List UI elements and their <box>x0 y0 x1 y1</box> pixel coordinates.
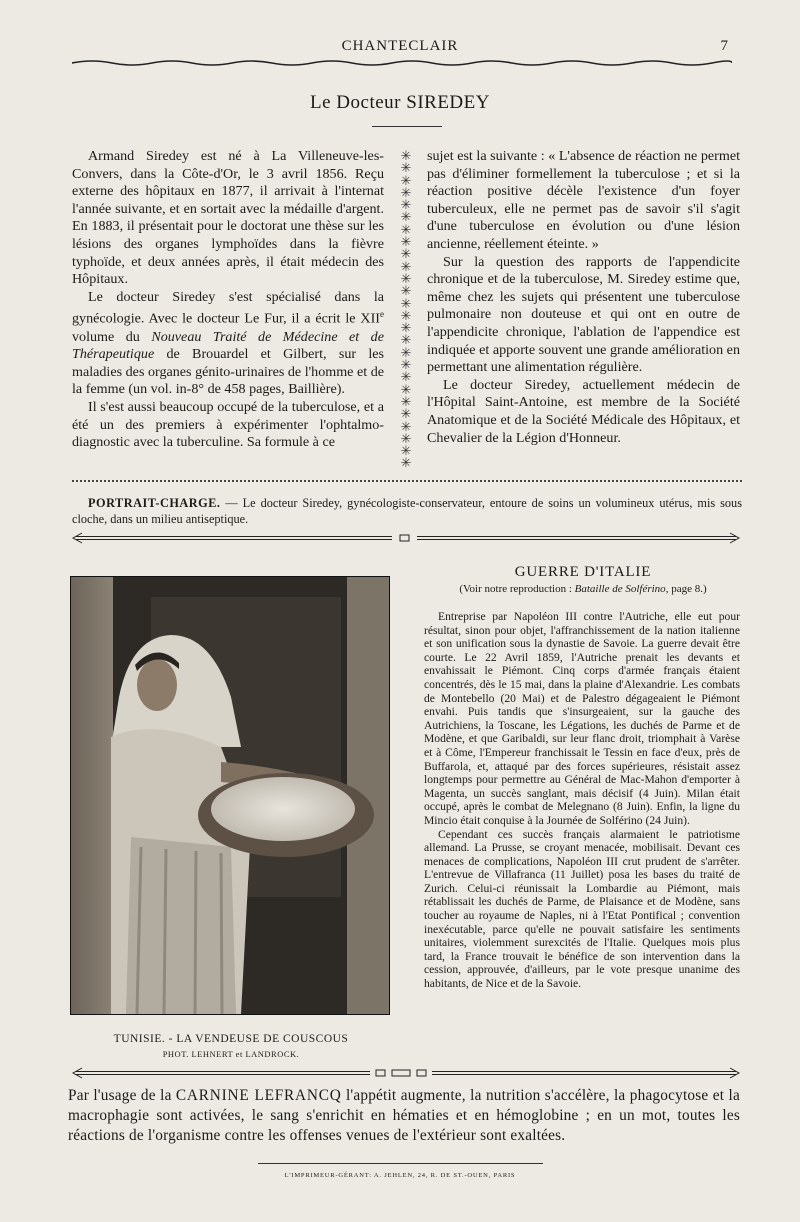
star-ornament: ✳ <box>400 369 412 385</box>
star-ornament: ✳ <box>400 234 412 250</box>
star-ornament: ✳ <box>400 258 412 274</box>
star-ornament: ✳ <box>400 270 412 286</box>
page-number: 7 <box>720 38 728 54</box>
photo-credit: PHOT. LEHNERT et LANDROCK. <box>162 1049 300 1059</box>
star-ornament: ✳ <box>400 344 412 360</box>
star-ornament: ✳ <box>400 184 412 200</box>
paragraph: Le docteur Siredey s'est spécialisé dans la gynécologie. Avec le docteur Le Fur, il a écrit le XIIe volume du Nouveau Traité de Médecine et de Thérapeutique de Brouardel et Gilbert, sur les maladies des organes génito-urinaires de l'homme et de la femme (un vol. in-8° de 458 pages, Baillière). <box>72 288 384 398</box>
star-ornament: ✳ <box>400 320 412 336</box>
star-ornament: ✳ <box>400 160 412 176</box>
star-ornament: ✳ <box>400 430 412 446</box>
portrait-charge-caption: PORTRAIT-CHARGE. — Le docteur Siredey, gynécologiste-conservateur, entoure de soins un volumineux utérus, mis sous cloche, dans un milieu antiseptique. <box>72 496 742 526</box>
star-ornament: ✳ <box>400 283 412 299</box>
guerre-body <box>424 610 740 991</box>
star-ornament: ✳ <box>400 381 412 397</box>
star-ornament: ✳ <box>400 197 412 213</box>
article-title: Le Docteur SIREDEY <box>310 92 490 113</box>
star-ornament: ✳ <box>400 148 412 163</box>
paragraph: Armand Siredey est né à La Villeneuve-les-Convers, dans la Côte-d'Or, le 3 avril 1856. Reçu externe des hôpitaux en 1877, il arrivait à l'internat l'année suivante, et en sortait avec la médaille d'argent. En 1883, il présentait pour le doctorat une thèse sur les lésions des organes lymphoïdes dans la fièvre typhoïde, et deux années après, il était médecin des Hôpitaux. <box>72 148 384 288</box>
star-ornament: ✳ <box>400 418 412 434</box>
star-ornament: ✳ <box>400 455 412 471</box>
star-ornament: ✳ <box>400 307 412 323</box>
article-right-column <box>427 148 740 447</box>
carnine-advertisement: Par l'usage de la CARNINE LEFRANCQ l'appétit augmente, la nutrition s'accélère, la phagocytose et la macrophagie sont activées, le sang s'enrichit en hématies et en hémoglobine ; en un mot, toutes les réactions de l'organisme contre les offenses venues de l'extérieur sont exaltées. <box>68 1087 740 1144</box>
star-ornament: ✳ <box>400 443 412 459</box>
paragraph: Sur la question des rapports de l'appendicite chronique et de la tuberculose, M. Siredey estime que, même chez les sujets qui présentent une tuberculose pulmonaire non douteuse et qui ont en outre de l'appendicite chronique, l'ablation de l'appendice est indiquée et apporte souvent une grande amélioration en permettant une alimentation régulière. <box>427 253 740 376</box>
photo-caption: TUNISIE. - LA VENDEUSE DE COUSCOUS <box>113 1033 349 1045</box>
star-ornament: ✳ <box>400 246 412 262</box>
couscous-seller-photograph <box>70 576 390 1015</box>
paragraph: Le docteur Siredey, actuellement médecin de l'Hôpital Saint-Antoine, est membre de la Société Anatomique et de la Société Médicale des Hôpitaux, et Chevalier de la Légion d'Honneur. <box>427 376 740 446</box>
magazine-title: CHANTECLAIR <box>341 38 459 54</box>
paragraph: Cependant ces succès français alarmaient le patriotisme allemand. La Prusse, se croyant menacée, mobilisait. Devant ces menaces de complications, Napoléon III crut prudent de s'arrêter. L'entrevue de Villafranca (11 Juillet) posa les bases du traité de Zurich. Celui-ci réunissait la Lombardie au Piémont, mais rétablissait les duchés de Parme, de Plaisance et de Modène, sans toucher au royaume de Naples, ni à l'Etat Pontifical ; convention inexécutable, parce qu'elle ne pouvait satisfaire les sentiments unitaires, violemment surexcités de l'Italie. Quelques mois plus tard, la France trouvait le bénéfice de son intervention dans la cession, approuvée, d'ailleurs, par le vote presque unanime des habitants, de Nice et de la Savoie. <box>424 827 740 991</box>
star-ornament: ✳ <box>400 393 412 409</box>
star-ornament: ✳ <box>400 172 412 188</box>
printer-credit: L'IMPRIMEUR-GÉRANT: A. JEHLEN, 24, R. DE ST.-OUEN, PARIS <box>284 1172 516 1179</box>
paragraph: Il s'est aussi beaucoup occupé de la tuberculose, et a été un des premiers à expérimenter l'ophtalmo-diagnostic avec la tuberculine. Sa formule à ce <box>72 399 384 451</box>
star-column-divider <box>396 150 416 470</box>
dotted-separator <box>72 480 742 482</box>
header-wavy-rule <box>72 57 732 67</box>
star-ornament: ✳ <box>400 209 412 225</box>
star-ornament: ✳ <box>400 221 412 237</box>
paragraph: Entreprise par Napoléon III contre l'Autriche, elle eut pour résultat, sinon pour objet, l'affranchissement de la nation italienne et son unification sous la dynastie de Savoie. La guerre devait être courte. Le 22 Avril 1859, l'Autriche prenait les devants et envahissait le Piémont. Cinq corps d'armée français étaient concentrés, dès le 15 mai, dans la plaine d'Alexandrie. Les combats de Montebello (20 Mai) et de Palestro dégageaient le Piémont envahi. Puis tandis que s'insurgeaient, sur la gauche des Autrichiens, la Toscane, les Légations, les duchés de Parme et de Modène, et que Garibaldi, sur leur flanc droit, triomphait à Varèse et à Côme, l'Empereur franchissait le Tessin en face d'eux, près de Buffarola, et, attaqué par des forces supérieures, résistait assez longtemps pour permettre au Général de Mac-Mahon d'emporter à Magenta, un succès sanglant, mais décisif (4 Juin). Milan était occupé, après le combat de Melegnano (8 Juin). Enfin, la ligne du Mincio était conquise à la Journée de Solférino (24 Juin). <box>424 610 740 827</box>
guerre-title: GUERRE D'ITALIE <box>514 564 652 580</box>
star-ornament: ✳ <box>400 406 412 422</box>
star-ornament: ✳ <box>400 332 412 348</box>
paragraph: sujet est la suivante : « L'absence de réaction ne permet pas d'éliminer formellement la tuberculose ; et si la réaction positive décèle l'existence d'un foyer tuberculeux, elle ne permet pas de savoir s'il s'agit d'une tuberculose en évolution ou d'une lésion ancienne, réellement éteinte. » <box>427 148 740 252</box>
guerre-subtitle: (Voir notre reproduction : Bataille de Solférino, page 8.) <box>459 583 707 595</box>
arrow-ornament-rule <box>72 532 740 544</box>
title-rule <box>372 126 442 127</box>
article-left-column <box>72 148 384 452</box>
arrow-ornament-rule <box>72 1067 740 1079</box>
star-ornament: ✳ <box>400 295 412 311</box>
brand-name: CARNINE LEFRANCQ <box>175 1087 342 1104</box>
footer-rule <box>258 1163 543 1164</box>
star-ornament: ✳ <box>400 357 412 373</box>
